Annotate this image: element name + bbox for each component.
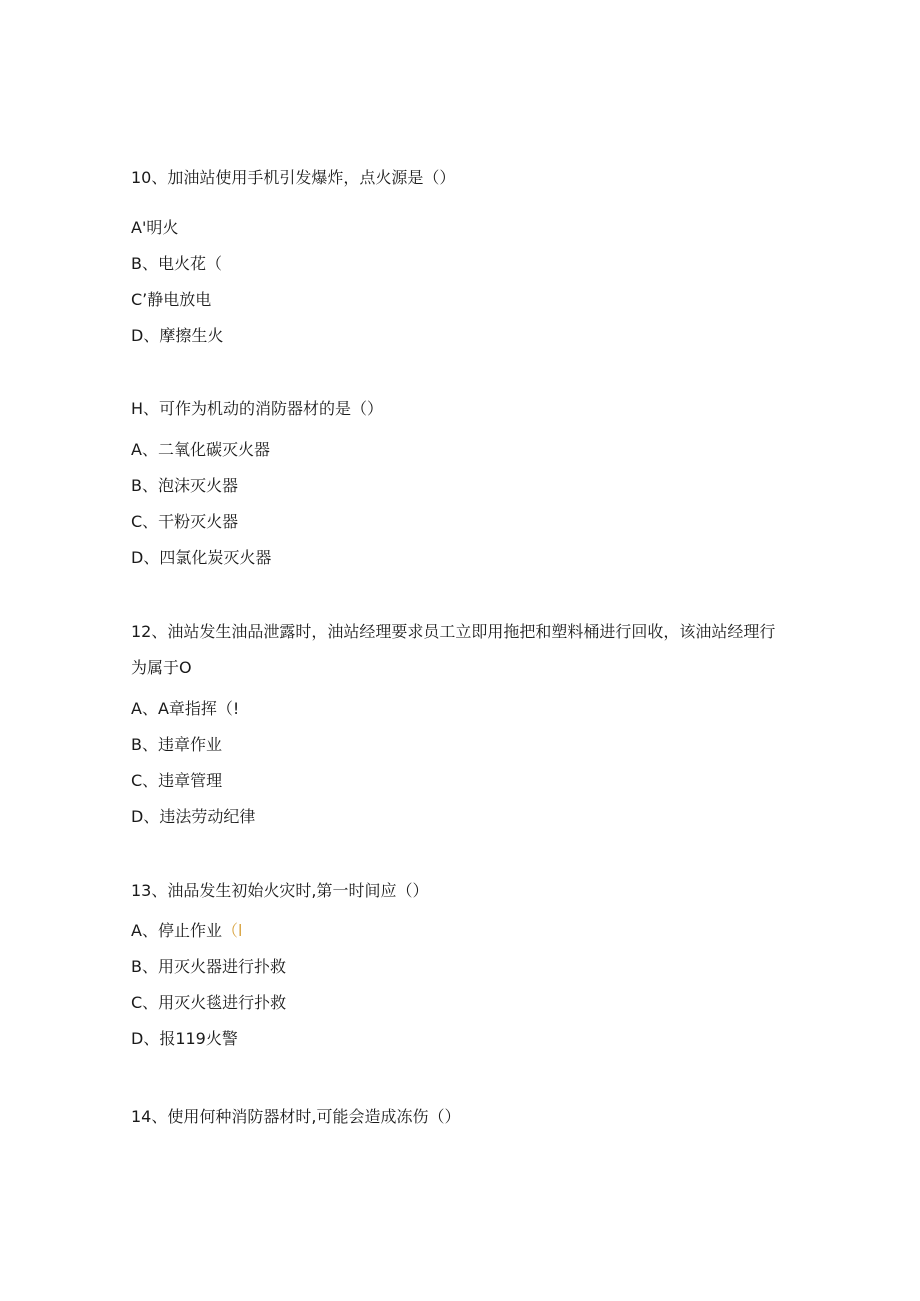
question-10-option-d: D、摩擦生火	[131, 326, 224, 345]
question-12-option-b: B、违章作业	[131, 735, 222, 754]
question-13-option-a-mark: （l	[221, 921, 243, 940]
question-13-stem: 13、油品发生初始火灾时,第一时间应（）	[131, 881, 429, 900]
question-10-option-b: B、电火花（	[131, 254, 222, 273]
question-11-option-b: B、泡沫灭火器	[131, 476, 238, 495]
question-10-stem: 10、加油站使用手机引发爆炸，点火源是（）	[131, 168, 456, 187]
question-12-stem: 12、油站发生油品泄露时，油站经理要求员工立即用拖把和塑料桶进行回收，该油站经理行为属于O	[131, 622, 776, 677]
question-11-option-a: A、二氧化碳灭火器	[131, 440, 270, 459]
question-13-option-a-text: A、停止作业	[131, 921, 222, 940]
question-14-stem: 14、使用何种消防器材时,可能会造成冻伤（）	[131, 1107, 461, 1126]
question-13-option-d: D、报119火警	[131, 1029, 238, 1048]
question-11-option-c: C、干粉灭火器	[131, 512, 239, 531]
question-10-option-c: C’静电放电	[131, 290, 212, 309]
question-11-stem: H、可作为机动的消防器材的是（）	[131, 399, 384, 418]
question-12-option-c: C、违章管理	[131, 771, 223, 790]
question-13-option-a	[131, 921, 242, 941]
question-11-option-d: D、四氯化炭灭火器	[131, 548, 272, 567]
question-12-option-d: D、违法劳动纪律	[131, 807, 256, 826]
question-13-option-c: C、用灭火毯进行扑救	[131, 993, 287, 1012]
question-13-option-b: B、用灭火器进行扑救	[131, 957, 286, 976]
question-12-option-a: A、A章指挥（!	[131, 699, 240, 718]
question-10-option-a: A'明火	[131, 218, 179, 237]
